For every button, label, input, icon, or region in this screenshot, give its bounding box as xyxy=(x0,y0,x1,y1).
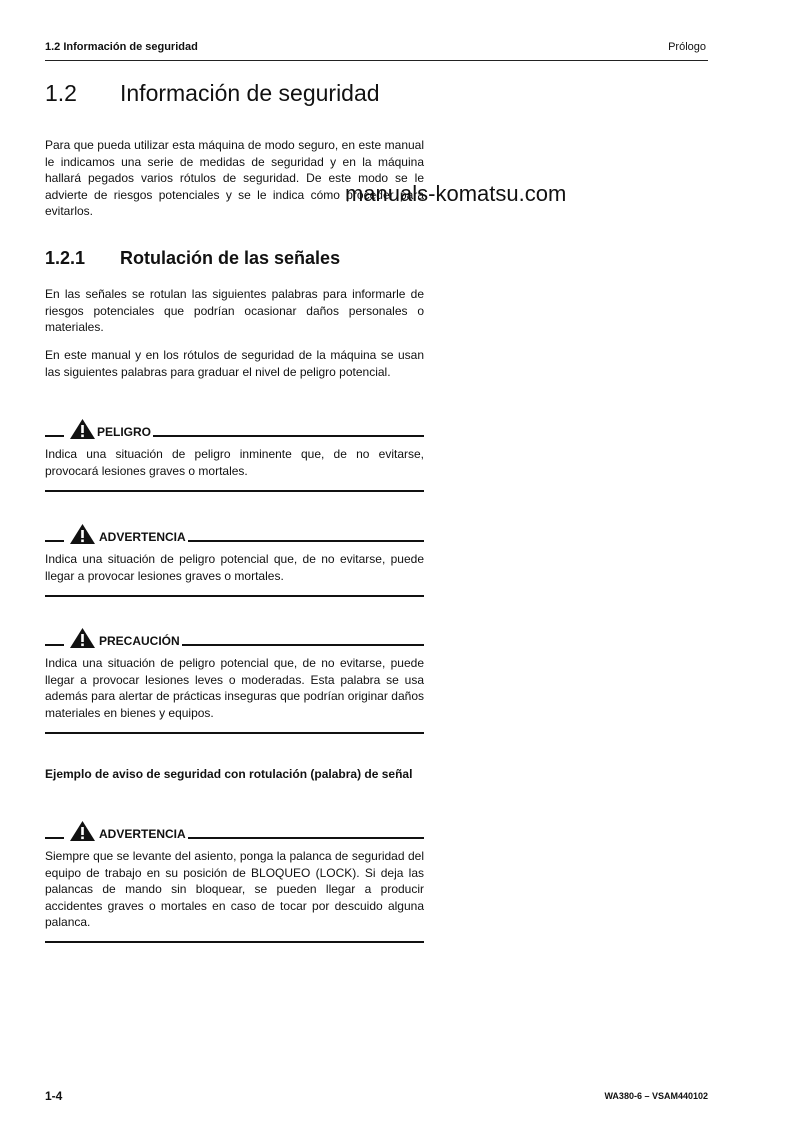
watermark: manuals-komatsu.com xyxy=(345,181,567,206)
warning-label: PRECAUCIÓN xyxy=(99,634,180,648)
warning-header-example xyxy=(45,820,424,842)
heading1-number: 1.2 xyxy=(45,80,77,106)
warning-triangle-icon xyxy=(69,627,96,649)
warning-dash xyxy=(45,644,64,646)
document-code: WA380-6 – VSAM440102 xyxy=(604,1091,708,1101)
running-header-section: 1.2 Información de seguridad xyxy=(45,41,198,53)
warning-text-example: Siempre que se levante del asiento, ponga la palanca de seguridad del equipo de trabajo en su posición de BLOQUEO (LOCK). Si deja las palancas de mando sin bloquear, se pueden llegar a producir accidentes graves o mortales en caso de tocar por descuido alguna palanca. xyxy=(45,849,424,929)
heading2-title: Rotulación de las señales xyxy=(120,248,341,268)
warning-end-rule xyxy=(45,941,424,943)
warning-text-precaucion: Indica una situación de peligro potencial que, de no evitarse, puede llegar a provocar lesiones leves o moderadas. Esta palabra se usa además para alertar de prácticas inseguras que podrían originar daños materiales en bienes y equipos. xyxy=(45,656,424,720)
warning-text-advertencia: Indica una situación de peligro potencial que, de no evitarse, puede llegar a provocar lesiones graves o mortales. xyxy=(45,552,424,583)
intro-paragraph: Para que pueda utilizar esta máquina de modo seguro, en este manual le indicamos una serie de medidas de seguridad y en la máquina hallará pegados varios rótulos de seguridad. De este modo se le advierte de riesgos potenciales y se le indica cómo proceder para evitarlos. xyxy=(45,138,424,218)
warning-dash xyxy=(45,837,64,839)
heading1-title: Información de seguridad xyxy=(120,80,380,106)
warning-text-peligro: Indica una situación de peligro inminente que, de no evitarse, provocará lesiones graves o mortales. xyxy=(45,447,424,478)
heading2-number: 1.2.1 xyxy=(45,248,86,268)
warning-triangle-icon xyxy=(69,820,96,842)
warning-label: PELIGRO xyxy=(97,425,152,439)
header-rule xyxy=(45,60,708,61)
warning-header-precaucion xyxy=(45,627,424,649)
paragraph-signal-words: En las señales se rotulan las siguientes palabras para informarle de riesgos potenciales que podrían ocasionar daños personales o materiales. xyxy=(45,287,424,334)
paragraph-levels: En este manual y en los rótulos de seguridad de la máquina se usan las siguientes palabras para graduar el nivel de peligro potencial. xyxy=(45,348,424,379)
warning-end-rule xyxy=(45,595,424,597)
page-number: 1-4 xyxy=(45,1089,63,1103)
running-header-chapter: Prólogo xyxy=(668,41,706,53)
warning-dash xyxy=(45,540,64,542)
warning-label: ADVERTENCIA xyxy=(99,530,186,544)
warning-triangle-icon xyxy=(69,418,96,440)
warning-header-advertencia xyxy=(45,523,424,545)
warning-label: ADVERTENCIA xyxy=(99,827,186,841)
warning-header-peligro xyxy=(45,418,424,440)
warning-dash xyxy=(45,435,64,437)
warning-end-rule xyxy=(45,490,424,492)
warning-triangle-icon xyxy=(69,523,96,545)
example-title: Ejemplo de aviso de seguridad con rotulación (palabra) de señal xyxy=(45,767,413,781)
warning-end-rule xyxy=(45,732,424,734)
